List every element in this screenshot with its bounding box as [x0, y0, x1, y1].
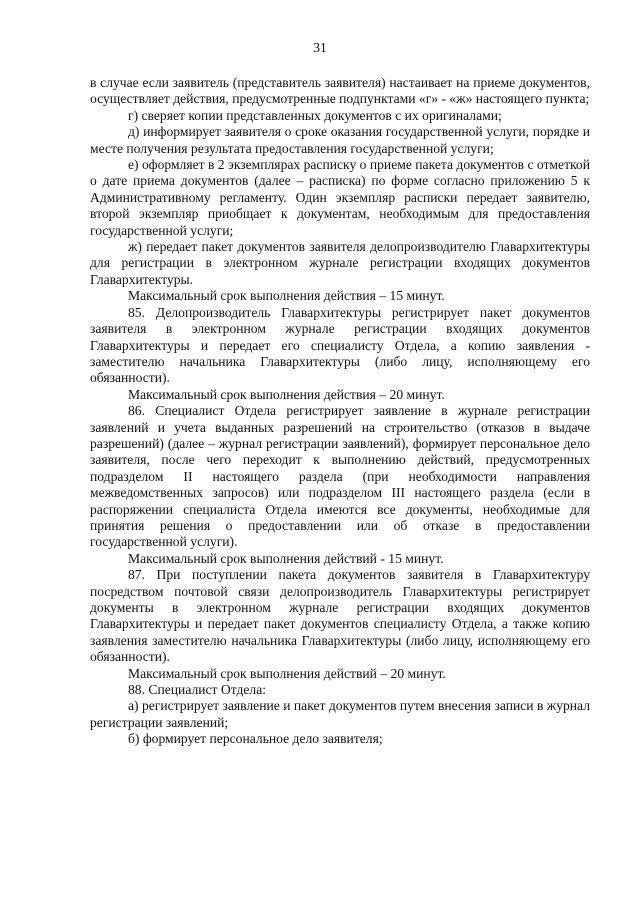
paragraph-max-time-1: Максимальный срок выполнения действия – 15 минут.: [128, 288, 445, 304]
page-number: 31: [313, 40, 327, 55]
paragraph-max-time-2: Максимальный срок выполнения действия – 20 минут.: [128, 386, 445, 402]
paragraph-item-a: а) регистрирует заявление и пакет документов путем внесения записи в журнал регистрации заявлений;: [90, 698, 590, 730]
paragraph-max-time-3: Максимальный срок выполнения действий - 15 минут.: [128, 550, 444, 566]
paragraph-item-zh: ж) передает пакет документов заявителя делопроизводителю Главархитектуры для регистрации в электронном журнале регистрации входящих документов Главархитектуры.: [90, 239, 590, 287]
paragraph-85: 85. Делопроизводитель Главархитектуры регистрирует пакет документов заявителя в электронном журнале регистрации входящих документов Главархитектуры и передает его специалисту Отдела, а копию заявления - заместителю начальника Главархитектуры (либо лицу, исполняющему его обязанности).: [90, 304, 590, 386]
paragraph-item-b: б) формирует персональное дело заявителя;: [128, 731, 383, 747]
paragraph-continuation: в случае если заявитель (представитель заявителя) настаивает на приеме документов, осуществляет действия, предусмотренные подпунктами «г» - «ж» настоящего пункта;: [90, 75, 590, 107]
paragraph-86: 86. Специалист Отдела регистрирует заявление в журнале регистрации заявлений и учета выданных разрешений на строительство (отказов в выдаче разрешений) (далее – журнал регистрации заявлений), формирует персональное дело заявителя, после чего переходит к выполнению действий, предусмотренных подразделом II настоящего раздела (при необходимости направления межведомственных запросов) или подразделом III настоящего раздела (если в распоряжении специалиста Отдела имеются все документы, необходимые для принятия решения о предоставлении или об отказе в предоставлении государственной услуги).: [90, 403, 590, 550]
paragraph-item-d: д) информирует заявителя о сроке оказания государственной услуги, порядке и месте получения результата предоставления государственной услуги;: [90, 124, 590, 156]
paragraph-88: 88. Специалист Отдела:: [128, 682, 267, 698]
paragraph-87: 87. При поступлении пакета документов заявителя в Главархитектуру посредством почтовой связи делопроизводитель Главархитектуры регистрирует документы в электронном журнале регистрации входящих документов Главархитектуры и передает пакет документов специалисту Отдела, а также копию заявления заместителю начальника Главархитектуры (либо лицу, исполняющему его обязанности).: [90, 567, 590, 665]
paragraph-max-time-4: Максимальный срок выполнения действий – 20 минут.: [128, 665, 446, 681]
paragraph-item-e: е) оформляет в 2 экземплярах расписку о приеме пакета документов с отметкой о дате приема документов (далее – расписка) по форме согласно приложению 5 к Административному регламенту. Один экземпляр расписки передает заявителю, второй экземпляр приобщает к документам, необходимым для предоставления государственной услуги;: [90, 157, 590, 238]
paragraph-item-g: г) сверяет копии представленных документов с их оригиналами;: [128, 107, 502, 123]
document-body: [90, 75, 590, 748]
